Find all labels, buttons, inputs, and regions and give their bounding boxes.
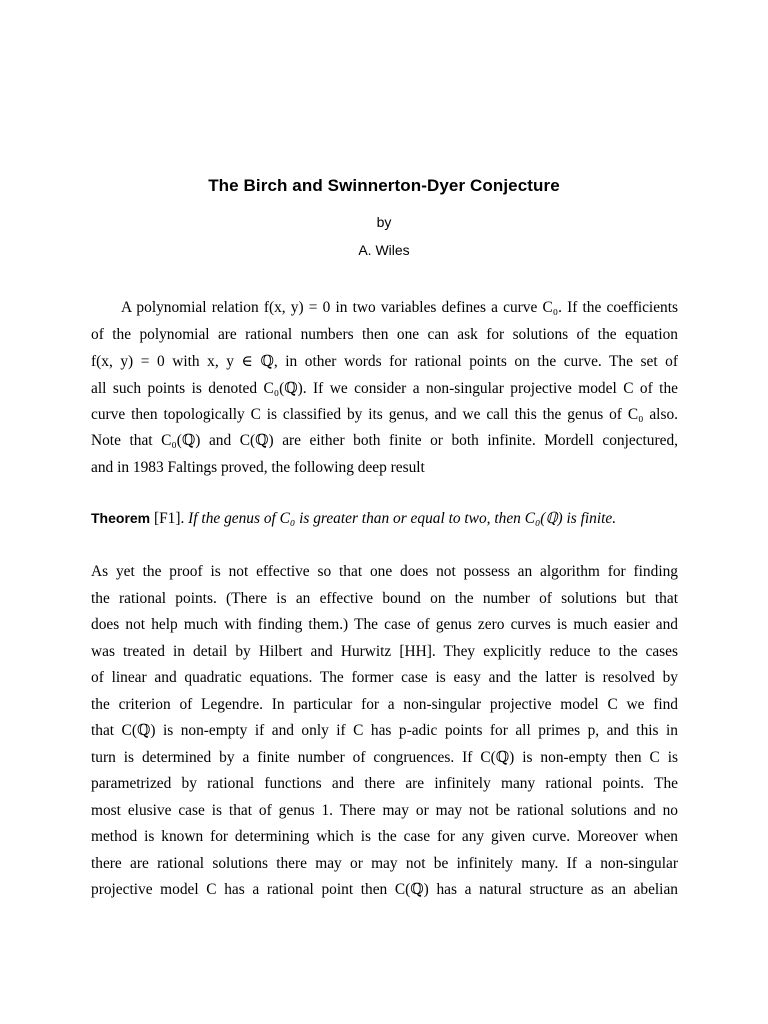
text-line: there are rational solutions there may or may not be infinitely many. If a non-singular xyxy=(91,855,678,872)
byline: by xyxy=(376,214,392,230)
text-line: Note that C₀(ℚ) and C(ℚ) are either both finite or both infinite. Mordell conjectured, xyxy=(91,432,678,449)
text-line: the rational points. (There is an effective bound on the number of solutions but that xyxy=(91,590,678,607)
text-line: all such points is denoted C₀(ℚ). If we consider a non-singular projective model C of the xyxy=(91,380,678,397)
theorem-label: Theorem xyxy=(91,510,151,526)
author-name: A. Wiles xyxy=(358,242,410,258)
text-line: f(x, y) = 0 with x, y ∈ ℚ, in other words for rational points on the curve. The set of xyxy=(91,353,678,370)
theorem-reference: [F1]. xyxy=(150,510,185,527)
text-line: most elusive case is that of genus 1. There may or may not be rational solutions and no xyxy=(91,802,678,819)
text-line: does not help much with finding them.) The case of genus zero curves is much easier and xyxy=(91,616,678,633)
paper-title: The Birch and Swinnerton-Dyer Conjecture xyxy=(208,176,560,195)
text-line: was treated in detail by Hilbert and Hurwitz [HH]. They explicitly reduce to the cases xyxy=(91,643,678,660)
text-line: parametrized by rational functions and there are infinitely many rational points. The xyxy=(91,775,678,792)
text-line: curve then topologically C is classified by its genus, and we call this the genus of C₀ also. xyxy=(91,406,678,423)
text-line: the criterion of Legendre. In particular for a non-singular projective model C we find xyxy=(91,696,678,713)
text-line: of the polynomial are rational numbers then one can ask for solutions of the equation xyxy=(91,326,678,343)
text-line: turn is determined by a finite number of congruences. If C(ℚ) is non-empty then C is xyxy=(91,749,678,766)
text-line: of linear and quadratic equations. The former case is easy and the latter is resolved by xyxy=(91,669,678,686)
text-line: A polynomial relation f(x, y) = 0 in two variables defines a curve C₀. If the coefficients xyxy=(121,299,678,316)
text-line: that C(ℚ) is non-empty if and only if C has p-adic points for all primes p, and this in xyxy=(91,722,678,739)
theorem-line xyxy=(91,508,678,528)
text-line: As yet the proof is not effective so that one does not possess an algorithm for finding xyxy=(91,563,678,580)
text-line: method is known for determining which is the case for any given curve. Moreover when xyxy=(91,828,678,845)
theorem-statement: If the genus of C₀ is greater than or equal to two, then C₀(ℚ) is finite. xyxy=(184,510,617,527)
text-line: and in 1983 Faltings proved, the following deep result xyxy=(91,459,425,476)
text-line: projective model C has a rational point then C(ℚ) has a natural structure as an abelian xyxy=(91,881,678,898)
